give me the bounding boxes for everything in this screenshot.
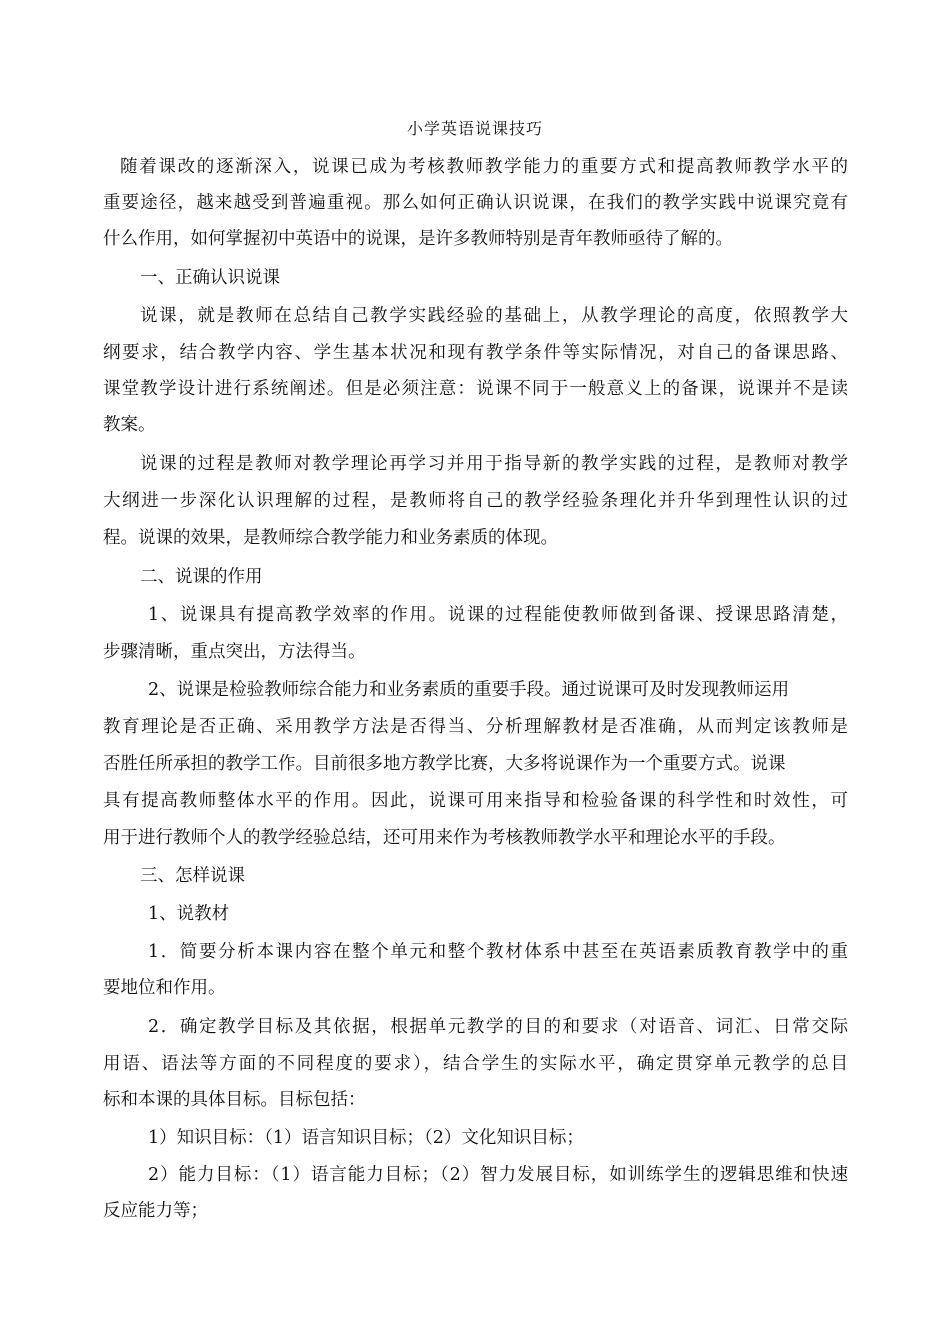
paragraph-line: 大纲进一步深化认识理解的过程，是教师将自己的教学经验条理化并升华到理性认识的过 [103, 491, 848, 511]
document-title: 小学英语说课技巧 [406, 119, 543, 138]
paragraph-line: 2．确定教学目标及其依据，根据单元教学的目的和要求（对语音、词汇、日常交际 [148, 1017, 848, 1037]
paragraph-line: 二、说课的作用 [140, 567, 263, 587]
paragraph-line: 随着课改的逐渐深入，说课已成为考核教师教学能力的重要方式和提高教师教学水平的 [120, 157, 848, 177]
paragraph-line: 步骤清晰，重点突出，方法得当。 [103, 642, 366, 662]
paragraph-line: 重要途径，越来越受到普遍重视。那么如何正确认识说课，在我们的教学实践中说课究竟有 [103, 193, 848, 213]
paragraph-line: 课堂教学设计进行系统阐述。但是必须注意：说课不同于一般意义上的备课，说课并不是读 [103, 379, 848, 399]
paragraph-line: 反应能力等； [103, 1201, 208, 1221]
paragraph-line: 三、怎样说课 [140, 866, 245, 886]
paragraph-line: 教案。 [103, 415, 156, 435]
paragraph-line: 说课的过程是教师对教学理论再学习并用于指导新的教学实践的过程，是教师对教学 [140, 454, 848, 474]
paragraph-line: 1、说教材 [148, 904, 230, 924]
paragraph-line: 教育理论是否正确、采用教学方法是否得当、分析理解教材是否准确，从而判定该教师是 [103, 717, 848, 737]
paragraph-line: 否胜任所承担的教学工作。目前很多地方教学比赛，大多将说课作为一个重要方式。说课 [103, 754, 786, 774]
paragraph-line: 标和本课的具体目标。目标包括： [103, 1090, 366, 1110]
paragraph-line: 要地位和作用。 [103, 978, 226, 998]
paragraph-line: 1．简要分析本课内容在整个单元和整个教材体系中甚至在英语素质教育教学中的重 [148, 942, 848, 962]
paragraph-line: 用于进行教师个人的教学经验总结，还可用来作为考核教师教学水平和理论水平的手段。 [103, 828, 786, 848]
paragraph-line: 纲要求，结合教学内容、学生基本状况和现有教学条件等实际情况，对自己的备课思路、 [103, 343, 848, 363]
paragraph-line: 用语、语法等方面的不同程度的要求），结合学生的实际水平，确定贯穿单元教学的总目 [103, 1054, 848, 1074]
paragraph-line: 什么作用，如何掌握初中英语中的说课，是许多教师特别是青年教师亟待了解的。 [103, 229, 733, 249]
paragraph-line: 程。说课的效果，是教师综合教学能力和业务素质的体现。 [103, 528, 558, 548]
paragraph-line: 说课，就是教师在总结自己教学实践经验的基础上，从教学理论的高度，依照教学大 [140, 306, 848, 326]
paragraph-line: 一、正确认识说课 [140, 268, 280, 288]
paragraph-line: 2）能力目标：（1）语言能力目标；（2）智力发展目标，如训练学生的逻辑思维和快速 [148, 1165, 848, 1185]
paragraph-line: 1、说课具有提高教学效率的作用。说课的过程能使教师做到备课、授课思路清楚， [148, 605, 848, 625]
paragraph-line: 具有提高教师整体水平的作用。因此，说课可用来指导和检验备课的科学性和时效性，可 [103, 791, 848, 811]
paragraph-line: 2、说课是检验教师综合能力和业务素质的重要手段。通过说课可及时发现教师运用 [148, 680, 790, 700]
paragraph-line: 1）知识目标：（1）语言知识目标；（2）文化知识目标； [148, 1128, 584, 1148]
